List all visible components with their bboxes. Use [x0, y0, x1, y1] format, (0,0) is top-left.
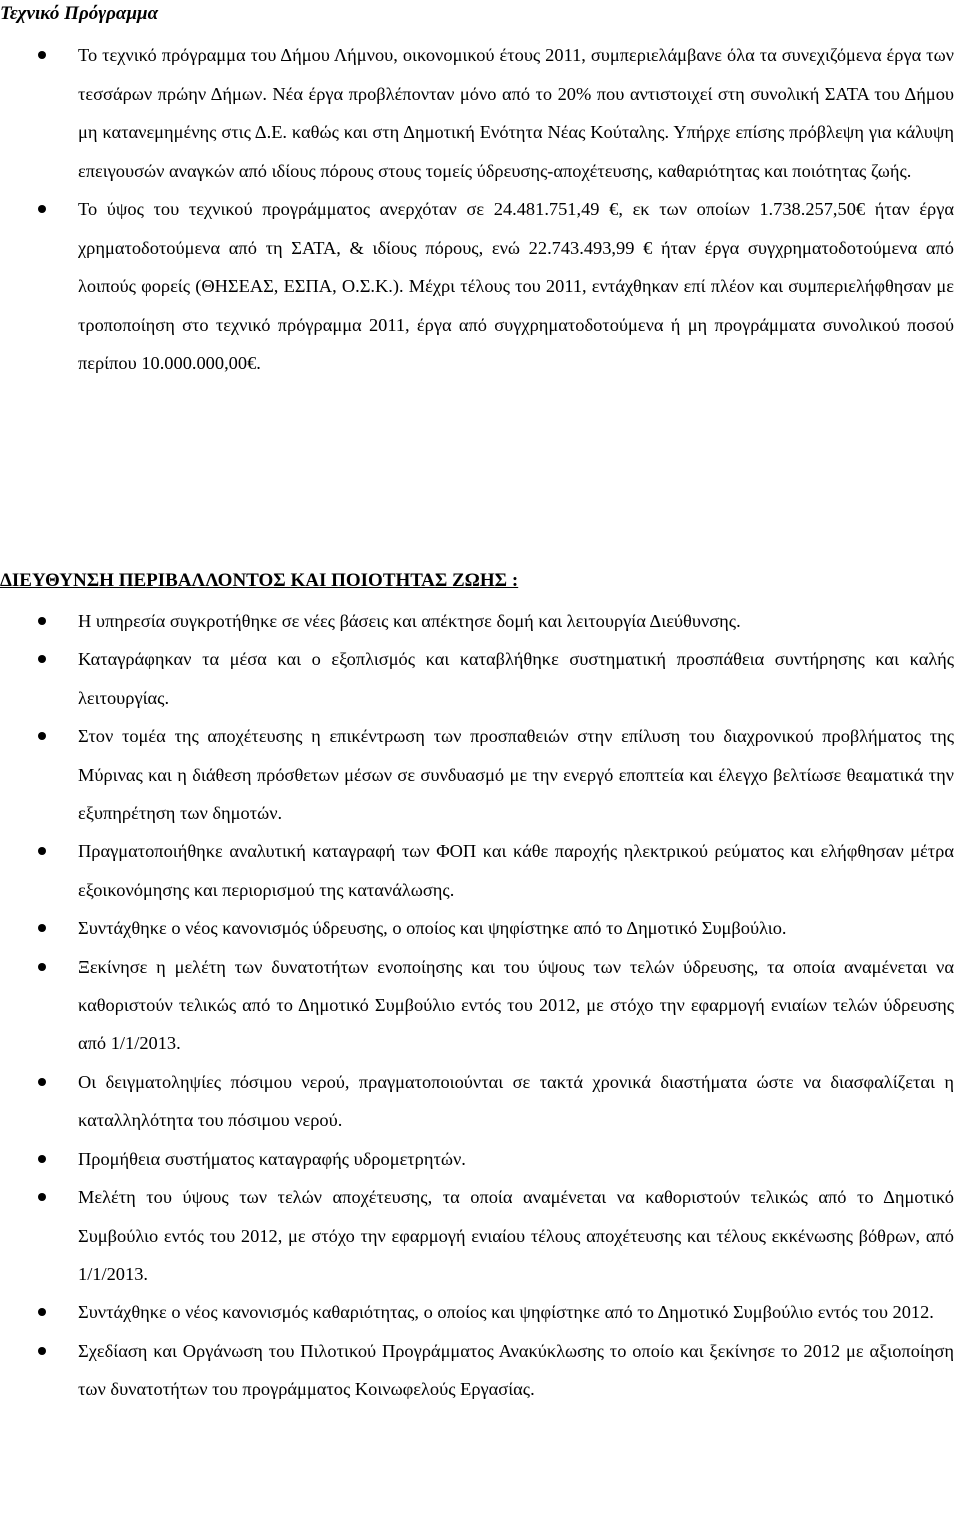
list-item — [0, 190, 960, 383]
list-item — [0, 832, 960, 909]
list-item — [0, 948, 960, 1063]
list-item-text: Το ύψος του τεχνικού προγράμματος ανερχόταν σε 24.481.751,49 €, εκ των οποίων 1.738.257,50€ ήταν έργα χρηματοδοτούμενα από τη ΣΑΤΑ, & ιδίους πόρους, ενώ 22.743.493,99 € ήταν έργα συγχρηματοδοτούμενα από λοιπούς φορείς (ΘΗΣΕΑΣ, ΕΣΠΑ, Ο.Σ.Κ.). Μέχρι τέλους του 2011, εντάχθηκαν επί πλέον και συμπεριελήφθησαν με τροποποίηση στο τεχνικό πρόγραμμα 2011, έργα από συγχρηματοδοτούμενα ή μη προγράμματα συνολικού ποσού περίπου 10.000.000,00€. — [78, 199, 954, 373]
list-item — [0, 640, 960, 717]
list-item-text: Σχεδίαση και Οργάνωση του Πιλοτικού Προγράμματος Ανακύκλωσης το οποίο και ξεκίνησε το 2012 με αξιοποίηση των δυνατοτήτων του προγράμματος Κοινωφελούς Εργασίας. — [78, 1340, 954, 1400]
bullet-icon — [38, 617, 46, 625]
list-item-text: Το τεχνικό πρόγραμμα του Δήμου Λήμνου, οικονομικού έτους 2011, συμπεριελάμβανε όλα τα συνεχιζόμενα έργα των τεσσάρων πρώην Δήμων. Νέα έργα προβλέπονταν μόνο από το 20% που αντιστοιχεί στη συνολική ΣΑΤΑ του Δήμου μη κατανεμημένης στις Δ.Ε. καθώς και στη Δημοτική Ενότητα Νέας Κούταλης. Υπήρχε επίσης πρόβλεψη για κάλυψη επειγουσών αναγκών από ιδίους πόρους στους τομείς ύδρευσης-αποχέτευσης, καθαριότητας και ποιότητας ζωής. — [78, 45, 954, 181]
list-item — [0, 717, 960, 832]
bullet-icon — [38, 1347, 46, 1355]
bullet-icon — [38, 205, 46, 213]
list-item — [0, 1178, 960, 1293]
bullet-icon — [38, 963, 46, 971]
list-item — [0, 1063, 960, 1140]
list-item-text: Καταγράφηκαν τα μέσα και ο εξοπλισμός και καταβλήθηκε συστηματική προσπάθεια συντήρησης και καλής λειτουργίας. — [78, 649, 954, 708]
environment-list — [0, 602, 960, 1409]
bullet-icon — [38, 1155, 46, 1163]
technical-program-list — [0, 36, 960, 383]
bullet-icon — [38, 51, 46, 59]
list-item-text: Η υπηρεσία συγκροτήθηκε σε νέες βάσεις και απέκτησε δομή και λειτουργία Διεύθυνσης. — [78, 611, 741, 631]
bullet-icon — [38, 847, 46, 855]
list-item-text: Πραγματοποιήθηκε αναλυτική καταγραφή των ΦΟΠ και κάθε παροχής ηλεκτρικού ρεύματος και ελήφθησαν μέτρα εξοικονόμησης και περιορισμού της κατανάλωσης. — [78, 841, 954, 900]
list-item — [0, 1140, 960, 1178]
list-item-text: Συντάχθηκε ο νέος κανονισμός ύδρευσης, ο οποίος και ψηφίστηκε από το Δημοτικό Συμβούλιο. — [78, 918, 787, 939]
list-item-text: Μελέτη του ύψους των τελών αποχέτευσης, τα οποία αναμένεται να καθοριστούν τελικώς από το Δημοτικό Συμβούλιο εντός του 2012, με στόχο την εφαρμογή ενιαίου τέλους αποχέτευσης και τέλους εκκένωσης βόθρων, από 1/1/2013. — [78, 1187, 954, 1284]
bullet-icon — [38, 655, 46, 663]
environment-directorate-heading: ΔΙΕΥΘΥΝΣΗ ΠΕΡΙΒΑΛΛΟΝΤΟΣ ΚΑΙ ΠΟΙΟΤΗΤΑΣ ΖΩΗΣ : — [0, 570, 519, 591]
bullet-icon — [38, 732, 46, 740]
list-item — [0, 909, 960, 947]
list-item-text: Συντάχθηκε ο νέος κανονισμός καθαριότητας, ο οποίος και ψηφίστηκε από το Δημοτικό Συμβούλιο εντός του 2012. — [78, 1302, 934, 1323]
bullet-icon — [38, 924, 46, 932]
bullet-icon — [38, 1078, 46, 1086]
list-item — [0, 1293, 960, 1331]
list-item-text: Οι δειγματοληψίες πόσιμου νερού, πραγματοποιούνται σε τακτά χρονικά διαστήματα ώστε να διασφαλίζεται η καταλληλότητα του πόσιμου νερού. — [78, 1071, 954, 1131]
list-item-text: Προμήθεια συστήματος καταγραφής υδρομετρητών. — [78, 1148, 466, 1169]
bullet-icon — [38, 1308, 46, 1316]
bullet-icon — [38, 1193, 46, 1201]
list-item — [0, 36, 960, 190]
list-item — [0, 1332, 960, 1409]
list-item — [0, 602, 960, 640]
list-item-text: Στον τομέα της αποχέτευσης η επικέντρωση των προσπαθειών στην επίλυση του διαχρονικού προβλήματος της Μύρινας και η διάθεση πρόσθετων μέσων σε συνδυασμό με την ενεργό εποπτεία και έλεγχο βελτίωσε θεαματικά την εξυπηρέτηση των δημοτών. — [78, 726, 954, 824]
technical-program-heading: Τεχνικό Πρόγραμμα — [0, 3, 159, 24]
list-item-text: Ξεκίνησε η μελέτη των δυνατοτήτων ενοποίησης και του ύψους των τελών ύδρευσης, τα οποία αναμένεται να καθοριστούν τελικώς από το Δημοτικό Συμβούλιο εντός του 2012, με στόχο την εφαρμογή ενιαίων τελών ύδρευσης από 1/1/2013. — [78, 956, 954, 1054]
